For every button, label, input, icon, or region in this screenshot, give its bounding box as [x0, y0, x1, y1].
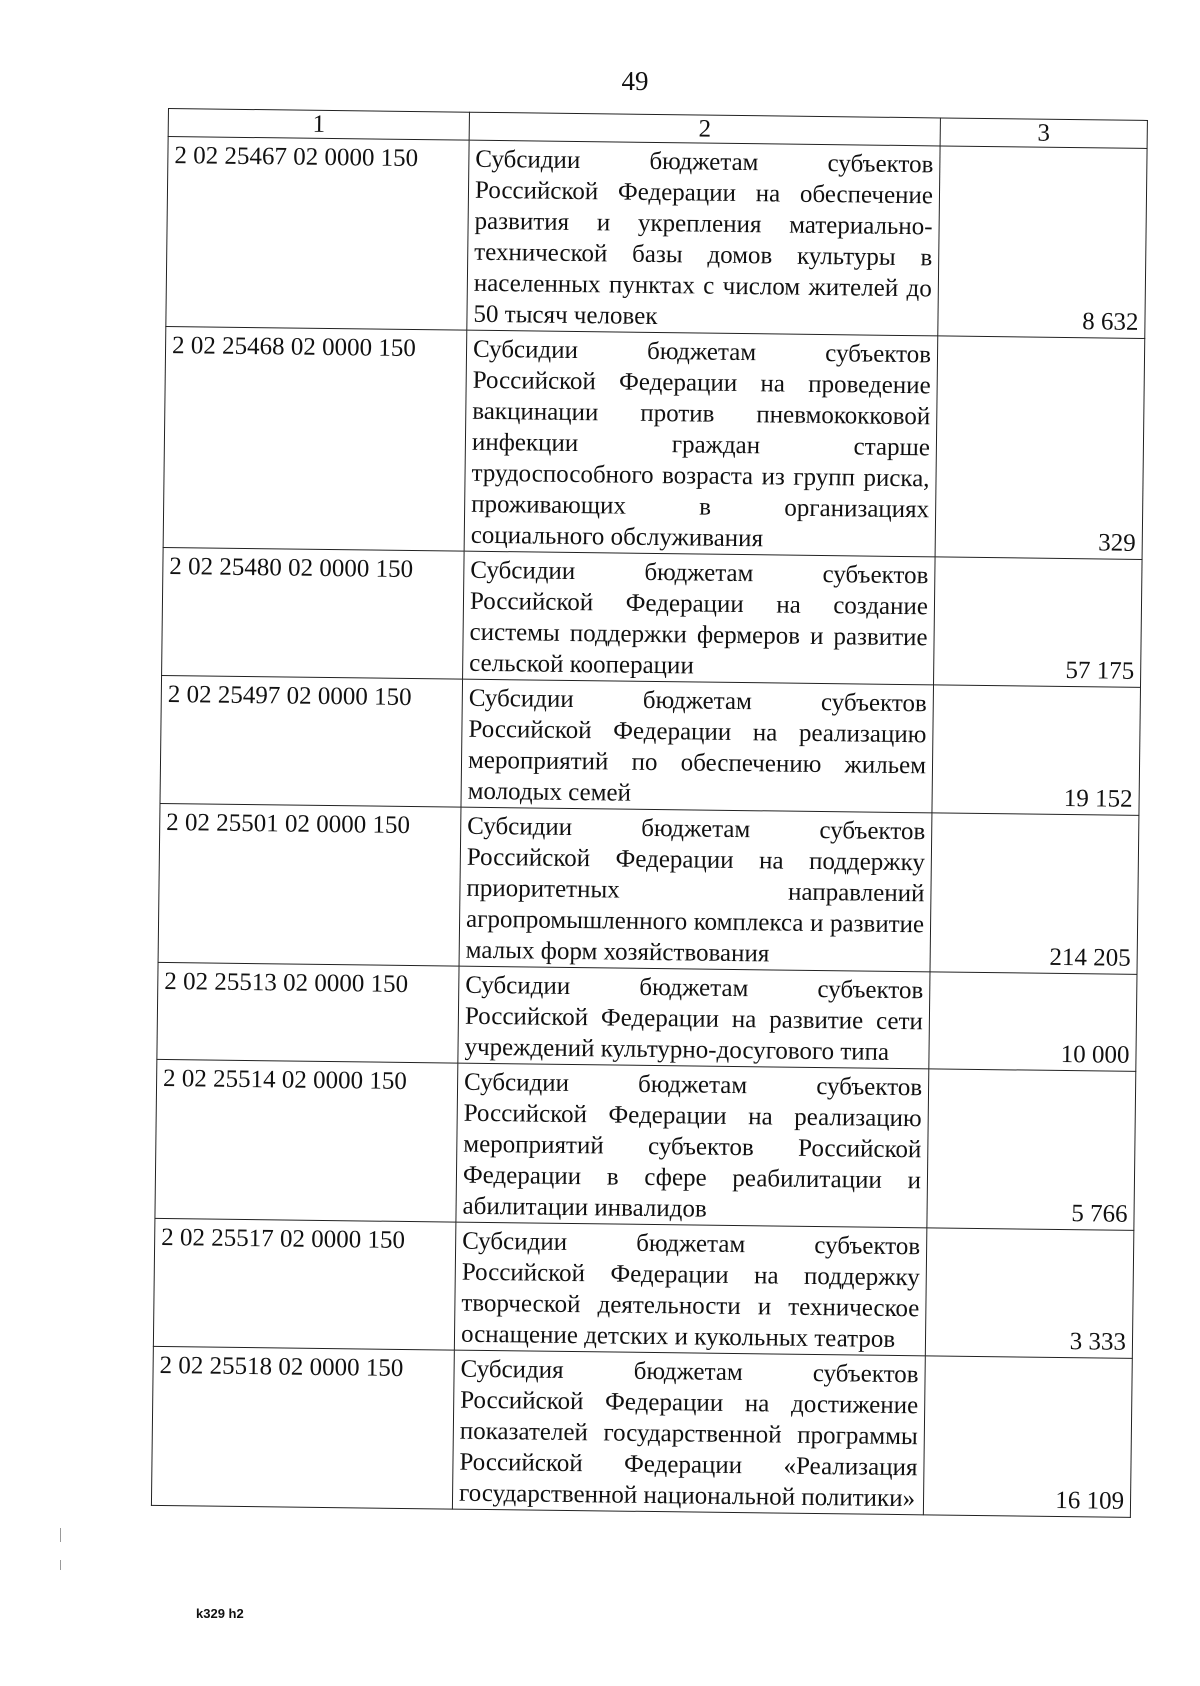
budget-code-cell: 2 02 25517 02 0000 150	[153, 1218, 456, 1350]
table-row	[163, 326, 1145, 559]
budget-code-cell: 2 02 25513 02 0000 150	[157, 962, 459, 1063]
table-row	[158, 803, 1139, 974]
header-name-column: 2	[469, 112, 940, 146]
subsidy-name-cell: Субсидия бюджетам субъектов Российской Федерации на достижение показателей государственной программы Российской Федерации «Реализация государственной национальной политики»	[452, 1350, 925, 1515]
footer-code: k329 h2	[196, 1606, 244, 1621]
scan-margin-mark	[60, 1560, 61, 1570]
subsidy-name-cell: Субсидии бюджетам субъектов Российской Федерации на развитие сети учреждений культурно-досугового типа	[458, 966, 930, 1069]
page-number: 49	[621, 66, 649, 96]
amount-cell: 3 333	[925, 1228, 1134, 1359]
table-body	[151, 109, 1147, 1518]
scan-margin-mark	[60, 1528, 61, 1542]
budget-code-cell: 2 02 25467 02 0000 150	[166, 137, 469, 331]
table-row	[160, 675, 1140, 815]
subsidy-name-cell: Субсидии бюджетам субъектов Российской Федерации на поддержку творческой деятельности и техническое оснащение детских и кукольных театров	[454, 1222, 927, 1356]
budget-code-cell: 2 02 25518 02 0000 150	[151, 1346, 454, 1509]
amount-cell: 19 152	[932, 685, 1141, 816]
budget-code-cell: 2 02 25497 02 0000 150	[160, 675, 463, 807]
budget-code-cell: 2 02 25514 02 0000 150	[155, 1059, 458, 1222]
amount-cell: 57 175	[934, 557, 1143, 688]
amount-cell: 5 766	[927, 1069, 1136, 1231]
budget-code-cell: 2 02 25468 02 0000 150	[163, 326, 467, 551]
amount-cell: 16 109	[923, 1356, 1132, 1518]
amount-cell: 214 205	[930, 813, 1139, 975]
table-row	[155, 1059, 1136, 1230]
table-row	[153, 1218, 1133, 1358]
table-row	[151, 1346, 1132, 1517]
table-row	[166, 137, 1147, 339]
budget-code-cell: 2 02 25501 02 0000 150	[158, 803, 461, 966]
amount-cell: 10 000	[929, 972, 1137, 1072]
amount-cell: 8 632	[938, 146, 1147, 339]
subsidy-name-cell: Субсидии бюджетам субъектов Российской Федерации на проведение вакцинации против пневмококковой инфекции граждан старше трудоспособного возраста из групп риска, проживающих в организациях социального обслуживания	[464, 330, 938, 557]
budget-table-container	[151, 108, 1139, 1517]
subsidy-name-cell: Субсидии бюджетам субъектов Российской Федерации на реализацию мероприятий по обеспечению жильем молодых семей	[461, 679, 934, 813]
subsidy-name-cell: Субсидии бюджетам субъектов Российской Федерации на обеспечение развития и укрепления материально-технической базы домов культуры в населенных пунктах с числом жителей до 50 тысяч человек	[467, 140, 940, 336]
subsidy-name-cell: Субсидии бюджетам субъектов Российской Федерации на создание системы поддержки фермеров и развитие сельской кооперации	[463, 551, 936, 685]
budget-table	[151, 108, 1148, 1518]
table-row	[157, 962, 1137, 1071]
header-code-column: 1	[168, 109, 469, 141]
table-row	[162, 547, 1142, 687]
subsidy-name-cell: Субсидии бюджетам субъектов Российской Федерации на поддержку приоритетных направлений агропромышленного комплекса и развитие малых форм хозяйствования	[459, 807, 932, 972]
amount-cell: 329	[935, 336, 1145, 560]
header-amount-column: 3	[940, 118, 1147, 149]
subsidy-name-cell: Субсидии бюджетам субъектов Российской Федерации на реализацию мероприятий субъектов Российской Федерации в сфере реабилитации и абилитации инвалидов	[456, 1063, 929, 1228]
budget-code-cell: 2 02 25480 02 0000 150	[162, 547, 465, 679]
